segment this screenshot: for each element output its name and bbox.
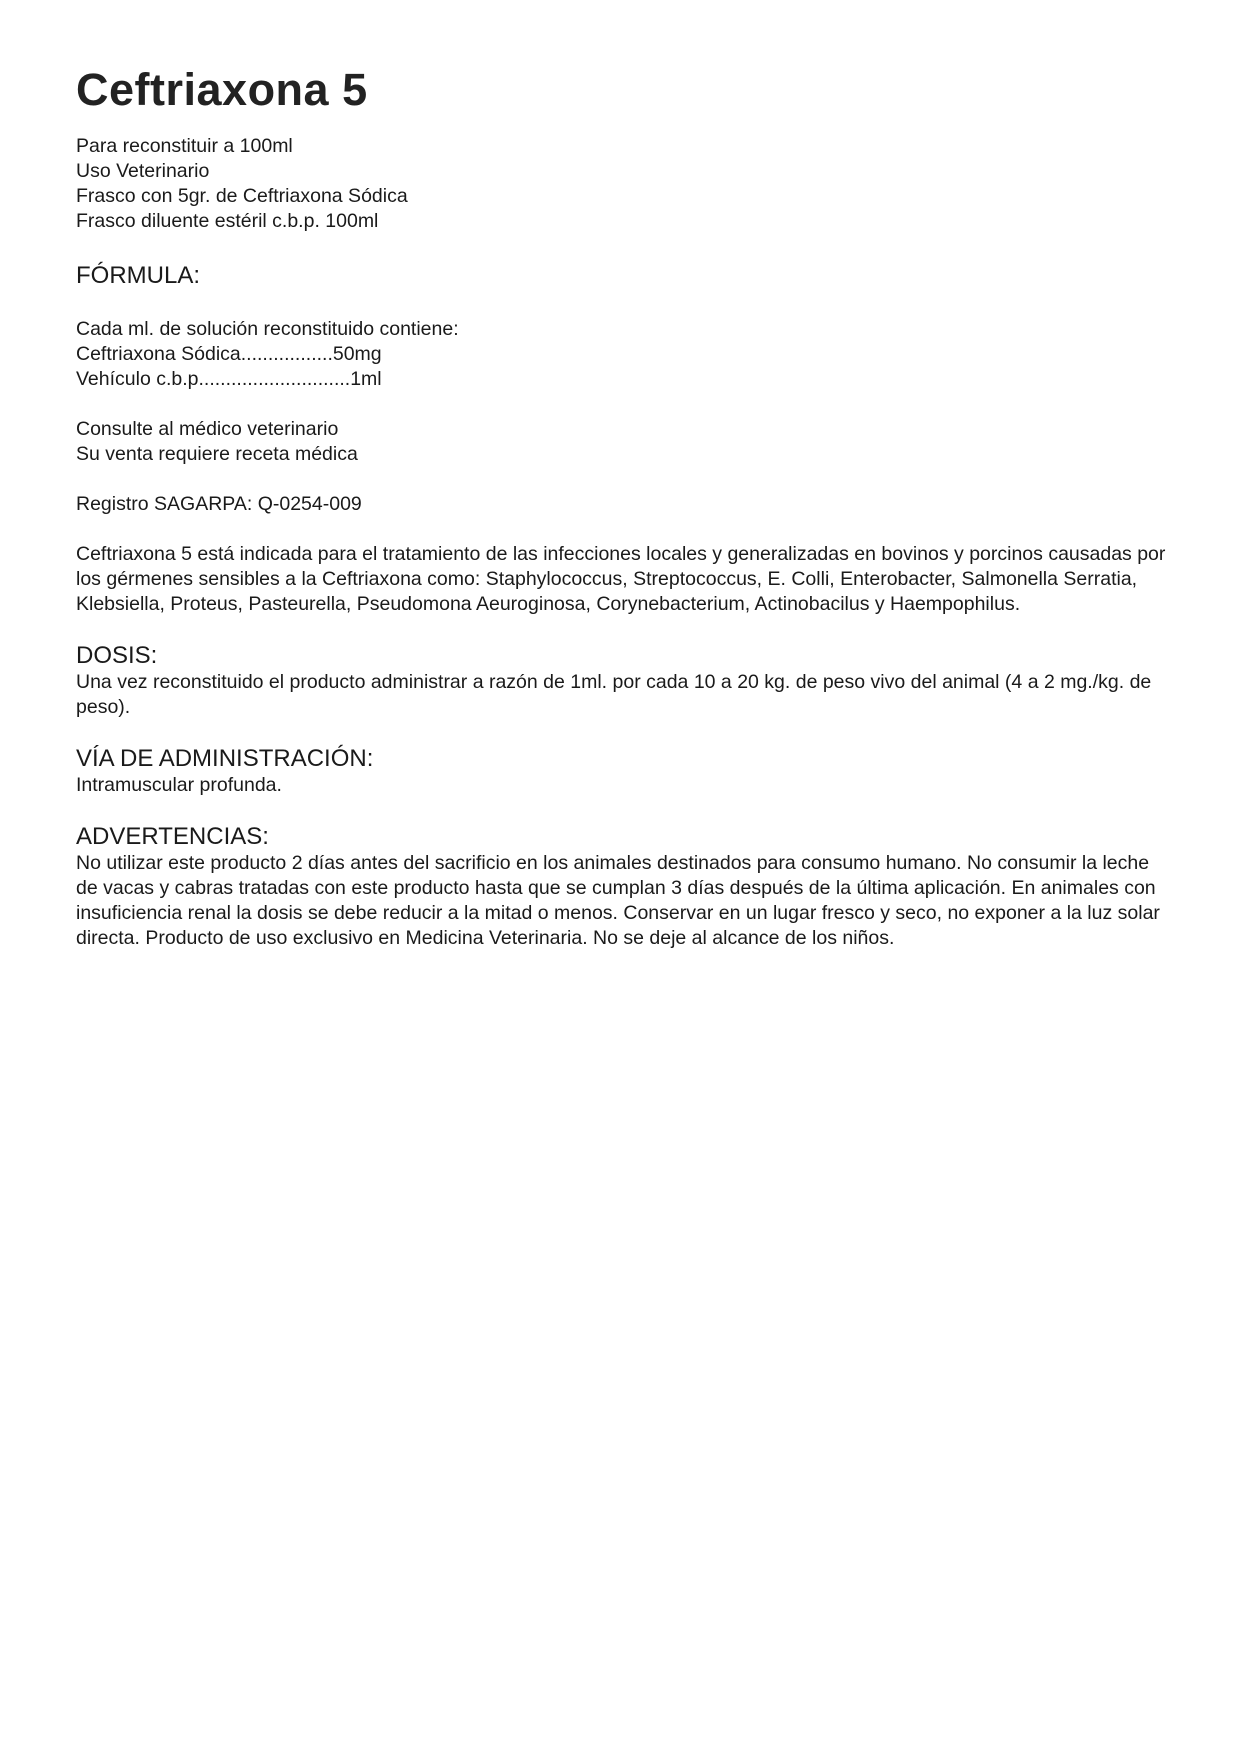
indicacion-paragraph: Ceftriaxona 5 está indicada para el tratamiento de las infecciones locales y generalizadas en bovinos y porcinos causadas por los gérmenes sensibles a la Ceftriaxona como: Staphylococcus, Streptococcus, E. Colli, Enterobacter, Salmonella Serratia, Klebsiella, Proteus, Pasteurella, Pseudomona Aeuroginosa, Corynebacterium, Actinobacilus y Haempophilus.: [76, 543, 1166, 615]
formula-line: Cada ml. de solución reconstituido contiene:: [76, 318, 459, 340]
via-text: Intramuscular profunda.: [76, 774, 282, 796]
dosis-text: Una vez reconstituido el producto administrar a razón de 1ml. por cada 10 a 20 kg. de peso vivo del animal (4 a 2 mg./kg. de peso).: [76, 671, 1152, 718]
via-heading: VÍA DE ADMINISTRACIÓN:: [76, 745, 374, 772]
advertencias-heading: ADVERTENCIAS:: [76, 823, 269, 850]
intro-line: Frasco diluente estéril c.b.p. 100ml: [76, 210, 379, 232]
document-page: [76, 62, 1176, 951]
intro-block: [76, 134, 1176, 234]
advertencias-text: No utilizar este producto 2 días antes del sacrificio en los animales destinados para consumo humano. No consumir la leche de vacas y cabras tratadas con este producto hasta que se cumplan 3 días después de la última aplicación. En animales con insuficiencia renal la dosis se debe reducir a la mitad o menos. Conservar en un lugar fresco y seco, no exponer a la luz solar directa. Producto de uso exclusivo en Medicina Veterinaria. No se deje al alcance de los niños.: [76, 852, 1160, 949]
formula-heading: FÓRMULA:: [76, 262, 201, 289]
consult-line: Consulte al médico veterinario: [76, 418, 339, 440]
formula-line: Vehículo c.b.p............................1ml: [76, 368, 382, 390]
intro-line: Para reconstituir a 100ml: [76, 135, 293, 157]
consult-block: [76, 417, 1176, 467]
dosis-heading: DOSIS:: [76, 642, 158, 669]
consult-line: Su venta requiere receta médica: [76, 443, 358, 465]
formula-line: Ceftriaxona Sódica.................50mg: [76, 343, 382, 365]
formula-block: [76, 317, 1176, 392]
intro-line: Uso Veterinario: [76, 160, 210, 182]
registro-text: Registro SAGARPA: Q-0254-009: [76, 493, 362, 515]
intro-line: Frasco con 5gr. de Ceftriaxona Sódica: [76, 185, 408, 207]
page-title: Ceftriaxona 5: [76, 64, 368, 115]
